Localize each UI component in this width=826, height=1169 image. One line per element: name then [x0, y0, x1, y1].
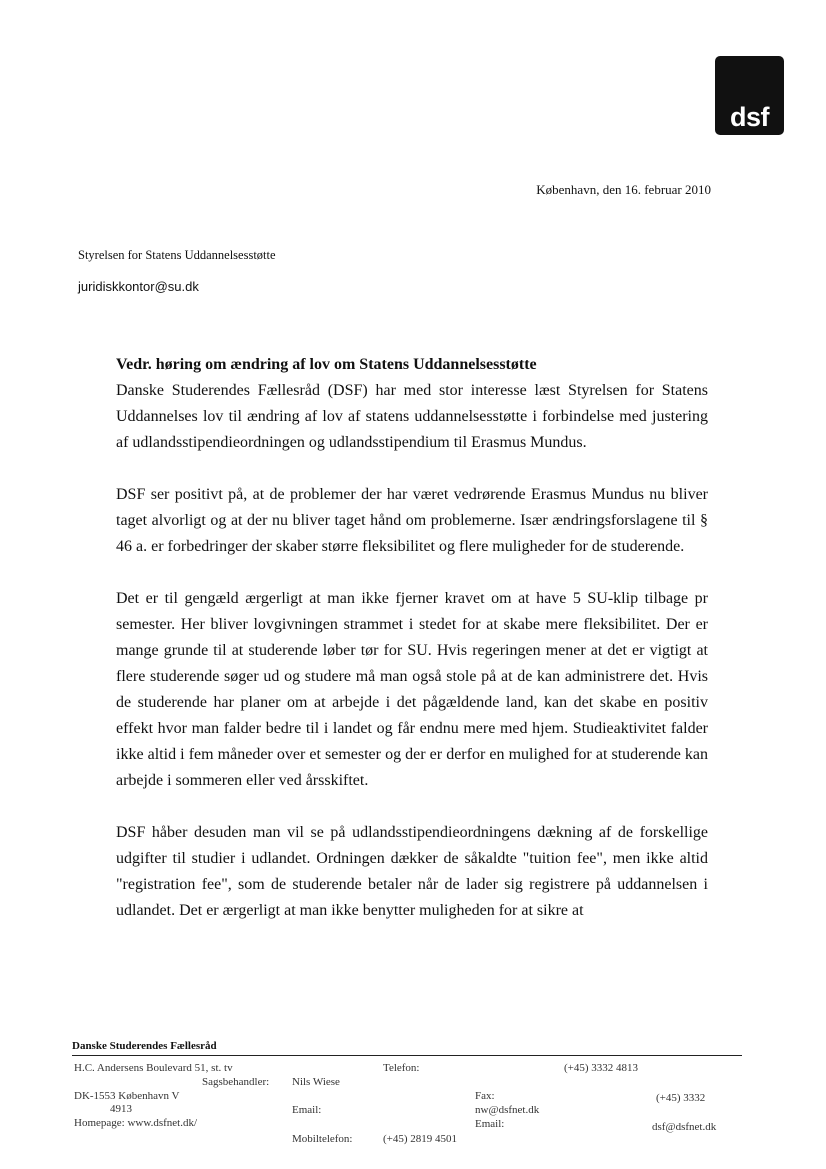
footer-email-label: Email:	[292, 1104, 322, 1116]
footer-mobile-label: Mobiltelefon:	[292, 1133, 353, 1145]
dsf-logo	[715, 56, 784, 135]
footer-homepage[interactable]: Homepage: www.dsfnet.dk/	[74, 1117, 198, 1129]
footer-email[interactable]: dsf@dsfnet.dk	[652, 1121, 717, 1133]
paragraph-3: Det er til gengæld ærgerligt at man ikke fjerner kravet om at have 5 SU-klip tilbage pr semester. Her bliver lovgivningen strammet i stedet for at skabe mere fleksibilitet. Der er mange grunde til at studerende løber tør for SU. Hvis regeringen mener at det er vigtigt at flere studerende søger ud og studere må man også stole på at de kan administrere det. Hvis de studerende har planer om at arbejde i det pågældende land, kan det skabe en positiv effekt hvor man falder bedre til i landet og får endnu mere med hjem. Studieaktivitet falder ikke altid i fem måneder over et semester og der er derfor en mulighed for at studerende kan arbejde i sommeren eller ved årsskiftet.	[116, 590, 708, 789]
paragraph-1: Danske Studerendes Fællesråd (DSF) har med stor interesse læst Styrelsen for Statens Uddannelses lov til ændring af lov af statens uddannelsesstøtte i forbindelse med justering af udlandsstipendieordningen og udlandsstipendium til Erasmus Mundus.	[116, 382, 708, 451]
letter-date: København, den 16. februar 2010	[536, 182, 711, 197]
letter-footer	[72, 1040, 742, 1156]
footer-phone: (+45) 3332 4813	[564, 1062, 639, 1074]
footer-fax: (+45) 3332	[656, 1092, 706, 1104]
footer-address-line-2: DK-1553 København V	[74, 1090, 180, 1102]
footer-address-line-1: H.C. Andersens Boulevard 51, st. tv	[74, 1062, 233, 1074]
letter-body	[116, 352, 708, 950]
footer-case-handler-label: Sagsbehandler:	[202, 1076, 270, 1088]
logo-text: dsf	[730, 102, 769, 132]
letter-subject: Vedr. høring om ændring af lov om Statens Uddannelsesstøtte	[116, 356, 537, 373]
footer-fax-email[interactable]: nw@dsfnet.dk	[475, 1104, 540, 1116]
footer-org-name: Danske Studerendes Fællesråd	[72, 1040, 742, 1056]
footer-case-number: 4913	[110, 1103, 132, 1115]
paragraph-2: DSF ser positivt på, at de problemer der har været vedrørende Erasmus Mundus nu bliver taget alvorligt og at der nu bliver taget hånd om problemerne. Især ændringsforslagene til § 46 a. er forbedringer der skaber større fleksibilitet og flere muligheder for de studerende.	[116, 486, 708, 555]
paragraph-4: DSF håber desuden man vil se på udlandsstipendieordningens dækning af de forskellige udgifter til studier i udlandet. Ordningen dækker de såkaldte "tuition fee", men ikke altid "registration fee", som de studerende betaler når de lader sig registrere på uddannelsen i udlandet. Det er ærgerligt at man ikke benytter muligheden for at sikre at	[116, 824, 708, 919]
recipient-name: Styrelsen for Statens Uddannelsesstøtte	[78, 248, 276, 262]
footer-email-label-2: Email:	[475, 1118, 505, 1130]
footer-fax-label: Fax:	[475, 1090, 495, 1102]
recipient-email: juridiskkontor@su.dk	[78, 279, 199, 294]
footer-case-handler: Nils Wiese	[292, 1076, 340, 1088]
footer-mobile: (+45) 2819 4501	[383, 1133, 458, 1145]
footer-phone-label: Telefon:	[383, 1062, 420, 1074]
